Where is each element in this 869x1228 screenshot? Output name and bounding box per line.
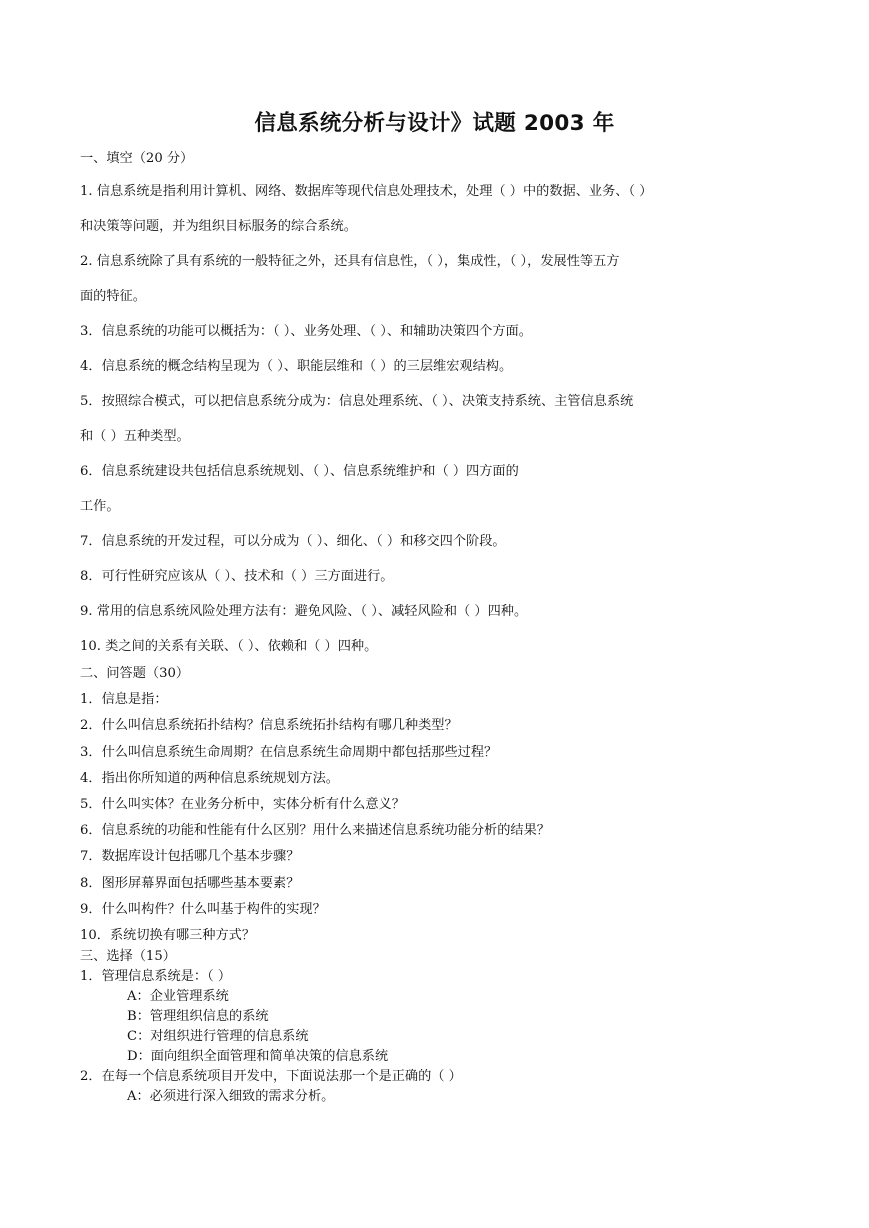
question-line: 4．指出你所知道的两种信息系统规划方法。 [80, 771, 339, 786]
choice-question: 1．管理信息系统是：（ ） [80, 969, 232, 984]
choice-option: D：面向组织全面管理和简单决策的信息系统 [127, 1049, 389, 1064]
section2-heading: 二、问答题（30） [80, 666, 190, 681]
choice-option: B：管理组织信息的系统 [127, 1009, 269, 1024]
fill-blank-line: 8．可行性研究应该从（ ）、技术和（ ）三方面进行。 [80, 569, 394, 584]
choice-option: C：对组织进行管理的信息系统 [127, 1029, 309, 1044]
question-line: 10．系统切换有哪三种方式？ [80, 928, 256, 943]
fill-blank-line: 和（ ）五种类型。 [80, 429, 190, 444]
section1-heading: 一、填空（20 分） [80, 151, 194, 166]
choice-question: 2．在每一个信息系统项目开发中，下面说法那一个是正确的（ ） [80, 1069, 462, 1084]
question-line: 1．信息是指： [80, 692, 168, 707]
question-line: 8．图形屏幕界面包括哪些基本要素？ [80, 876, 300, 891]
fill-blank-line: 6．信息系统建设共包括信息系统规划、（ ）、信息系统维护和（ ）四方面的 [80, 464, 519, 479]
fill-blank-line: 10. 类之间的关系有关联、（ ）、依赖和（ ）四种。 [80, 639, 378, 654]
fill-blank-line: 和决策等问题，并为组织目标服务的综合系统。 [80, 219, 357, 234]
fill-blank-line: 3．信息系统的功能可以概括为：（ ）、业务处理、（ ）、和辅助决策四个方面。 [80, 324, 532, 339]
section3-heading: 三、选择（15） [80, 949, 176, 964]
question-line: 6．信息系统的功能和性能有什么区别？用什么来描述信息系统功能分析的结果？ [80, 823, 550, 838]
choice-option: A：企业管理系统 [127, 989, 229, 1004]
document-title: 信息系统分析与设计》试题 2003 年 [254, 111, 615, 136]
fill-blank-line: 面的特征。 [80, 289, 146, 304]
fill-blank-line: 5．按照综合模式，可以把信息系统分成为：信息处理系统、（ ）、决策支持系统、主管信息系统 [80, 394, 634, 409]
fill-blank-line: 1. 信息系统是指利用计算机、网络、数据库等现代信息处理技术，处理（ ）中的数据、业务、（ ） [80, 184, 653, 199]
fill-blank-line: 2. 信息系统除了具有系统的一般特征之外，还具有信息性，（ ），集成性，（ ），发展性等五方 [80, 254, 620, 269]
fill-blank-line: 工作。 [80, 499, 120, 514]
fill-blank-line: 4．信息系统的概念结构呈现为（ ）、职能层维和（ ）的三层维宏观结构。 [80, 359, 513, 374]
question-line: 7．数据库设计包括哪几个基本步骤？ [80, 849, 300, 864]
fill-blank-line: 7．信息系统的开发过程，可以分成为（ ）、细化、（ ）和移交四个阶段。 [80, 534, 506, 549]
question-line: 2．什么叫信息系统拓扑结构？信息系统拓扑结构有哪几种类型？ [80, 718, 458, 733]
question-line: 3．什么叫信息系统生命周期？在信息系统生命周期中都包括那些过程？ [80, 745, 498, 760]
question-line: 9．什么叫构件？什么叫基于构件的实现？ [80, 902, 326, 917]
question-line: 5．什么叫实体？在业务分析中，实体分析有什么意义？ [80, 797, 405, 812]
choice-option: A：必须进行深入细致的需求分析。 [127, 1089, 335, 1104]
fill-blank-line: 9. 常用的信息系统风险处理方法有：避免风险、（ ）、减轻风险和（ ）四种。 [80, 604, 528, 619]
